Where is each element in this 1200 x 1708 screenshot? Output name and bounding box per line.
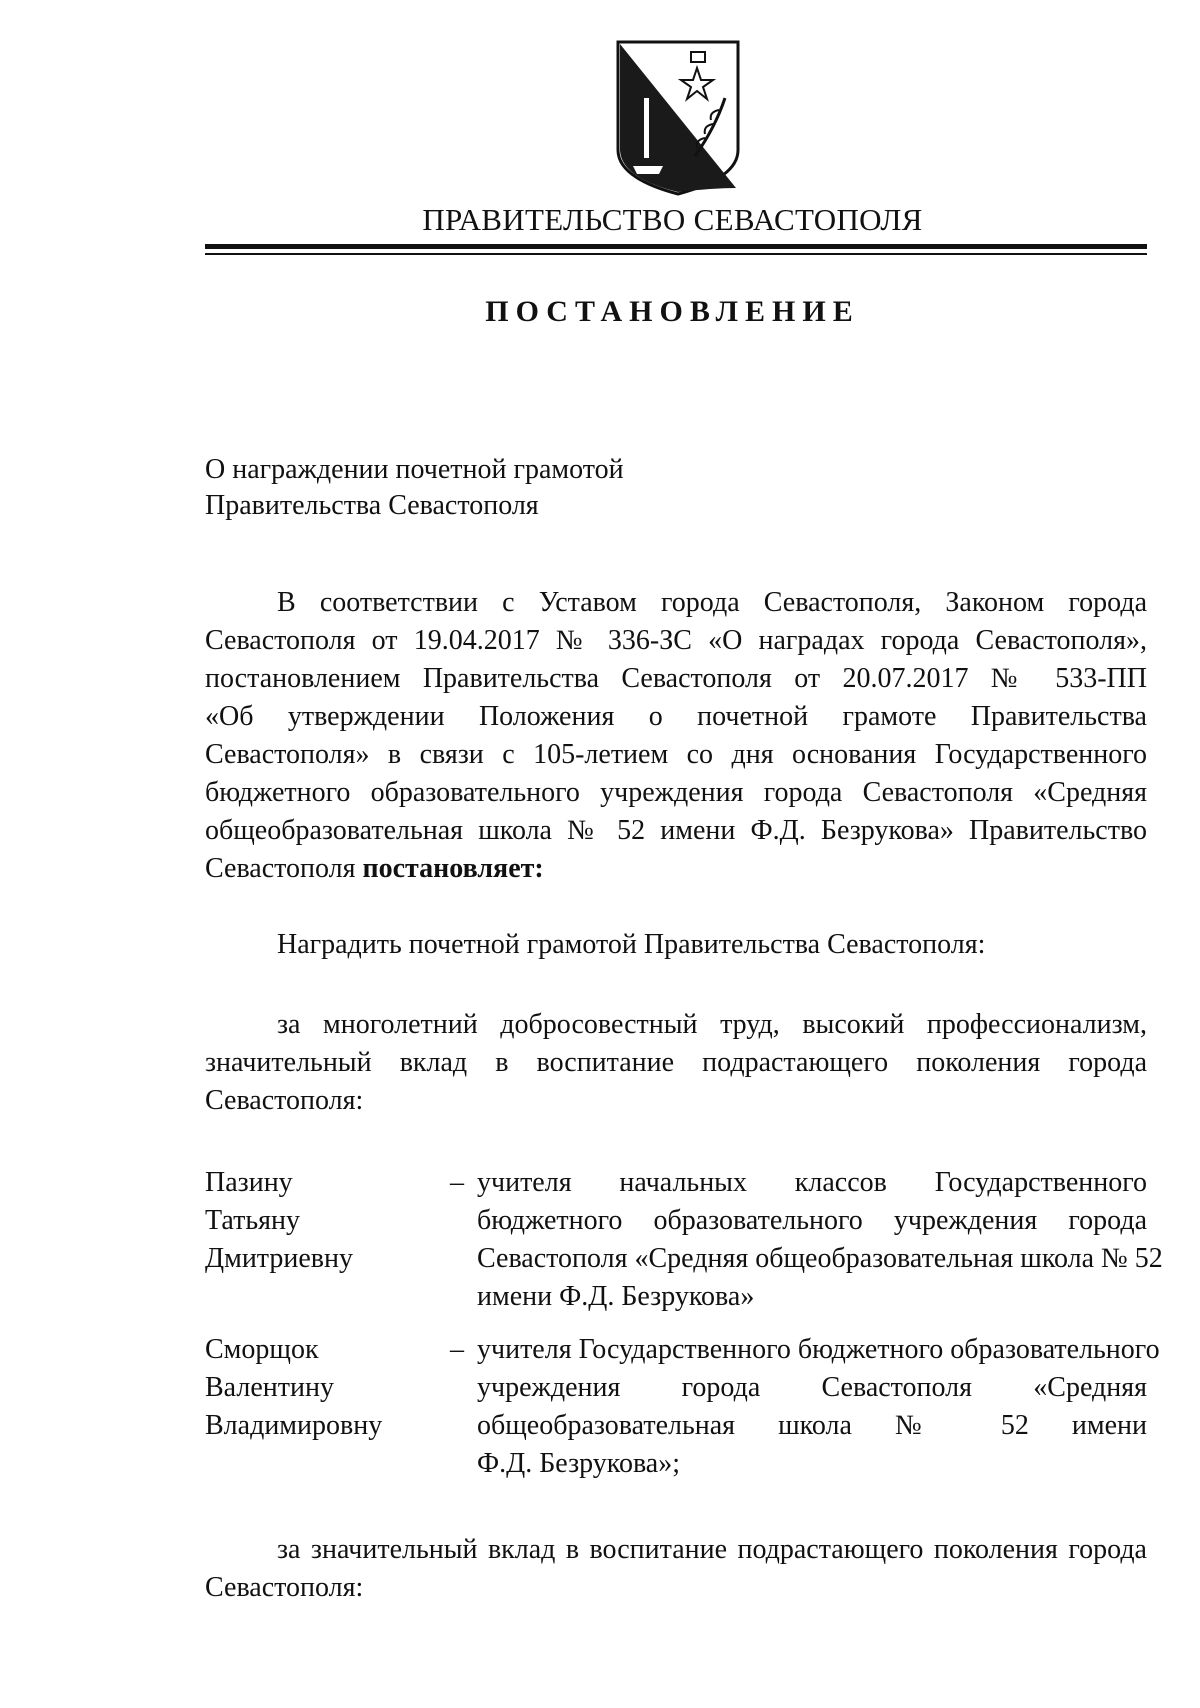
recipient-description: [477, 1331, 1160, 1483]
description-line: учителя Государственного бюджетного образовательного: [477, 1334, 1160, 1365]
government-title: ПРАВИТЕЛЬСТВО СЕВАСТОПОЛЯ: [422, 202, 923, 237]
award-statement: [205, 926, 1147, 964]
recipient-dash: –: [450, 1167, 464, 1198]
award-line: Наградить почетной грамотой Правительства Севастополя:: [277, 929, 986, 960]
description-line: учителя начальных классов Государственного: [477, 1167, 1147, 1198]
recipient-dash: –: [450, 1334, 464, 1365]
recipient-surname: Пазину: [205, 1167, 293, 1198]
recipient-name: [205, 1331, 382, 1445]
recipient-description: [477, 1164, 1163, 1316]
preamble-last-line: [205, 850, 1147, 888]
recipient-first-name: Татьяну: [205, 1205, 300, 1236]
recipient-surname: Сморщок: [205, 1334, 319, 1365]
description-line: имени Ф.Д. Безрукова»: [477, 1281, 755, 1312]
description-line: Севастополя «Средняя общеобразовательная школа № 52: [477, 1243, 1163, 1274]
sevastopol-coat-of-arms-icon: [613, 38, 743, 198]
subject-line-1: О награждении почетной грамотой: [205, 454, 624, 485]
preamble-line: В соответствии с Уставом города Севастополя, Законом города: [277, 587, 1147, 618]
recipient-name: [205, 1164, 353, 1278]
decree-word: постановляет:: [362, 853, 544, 884]
preamble-line: бюджетного образовательного учреждения города Севастополя «Средняя: [205, 777, 1147, 808]
reason-line: Севастополя:: [205, 1085, 364, 1116]
preamble-line: постановлением Правительства Севастополя от 20.07.2017 № 533-ПП: [205, 663, 1147, 694]
header-divider-thick: [205, 244, 1147, 249]
preamble-paragraph: [205, 584, 1147, 888]
description-line: бюджетного образовательного учреждения города: [477, 1205, 1147, 1236]
preamble-line: общеобразовательная школа № 52 имени Ф.Д. Безрукова» Правительство: [205, 815, 1147, 846]
description-line: Ф.Д. Безрукова»;: [477, 1448, 680, 1479]
award-reason-2: [205, 1531, 1147, 1607]
description-line: общеобразовательная школа № 52 имени: [477, 1410, 1147, 1441]
description-line: учреждения города Севастополя «Средняя: [477, 1372, 1147, 1403]
preamble-line: Севастополя» в связи с 105-летием со дня основания Государственного: [205, 739, 1147, 770]
header-divider-thin: [205, 253, 1147, 255]
recipient-first-name: Валентину: [205, 1372, 334, 1403]
document-type-title: ПОСТАНОВЛЕНИЕ: [485, 295, 860, 328]
document-subject: [205, 452, 624, 524]
preamble-line: Севастополя от 19.04.2017 № 336-ЗС «О наградах города Севастополя»,: [205, 625, 1147, 656]
recipient-patronymic: Владимировну: [205, 1410, 383, 1441]
award-reason-1: [205, 1006, 1147, 1120]
subject-line-2: Правительства Севастополя: [205, 490, 539, 521]
reason-line: за значительный вклад в воспитание подрастающего поколения города: [277, 1534, 1147, 1565]
preamble-line: «Об утверждении Положения о почетной грамоте Правительства: [205, 701, 1147, 732]
recipient-patronymic: Дмитриевну: [205, 1243, 353, 1274]
reason-line: значительный вклад в воспитание подрастающего поколения города: [205, 1047, 1147, 1078]
reason-line: за многолетний добросовестный труд, высокий профессионализм,: [277, 1009, 1147, 1040]
preamble-last-line-start: Севастополя: [205, 853, 356, 884]
reason-line: Севастополя:: [205, 1572, 364, 1603]
